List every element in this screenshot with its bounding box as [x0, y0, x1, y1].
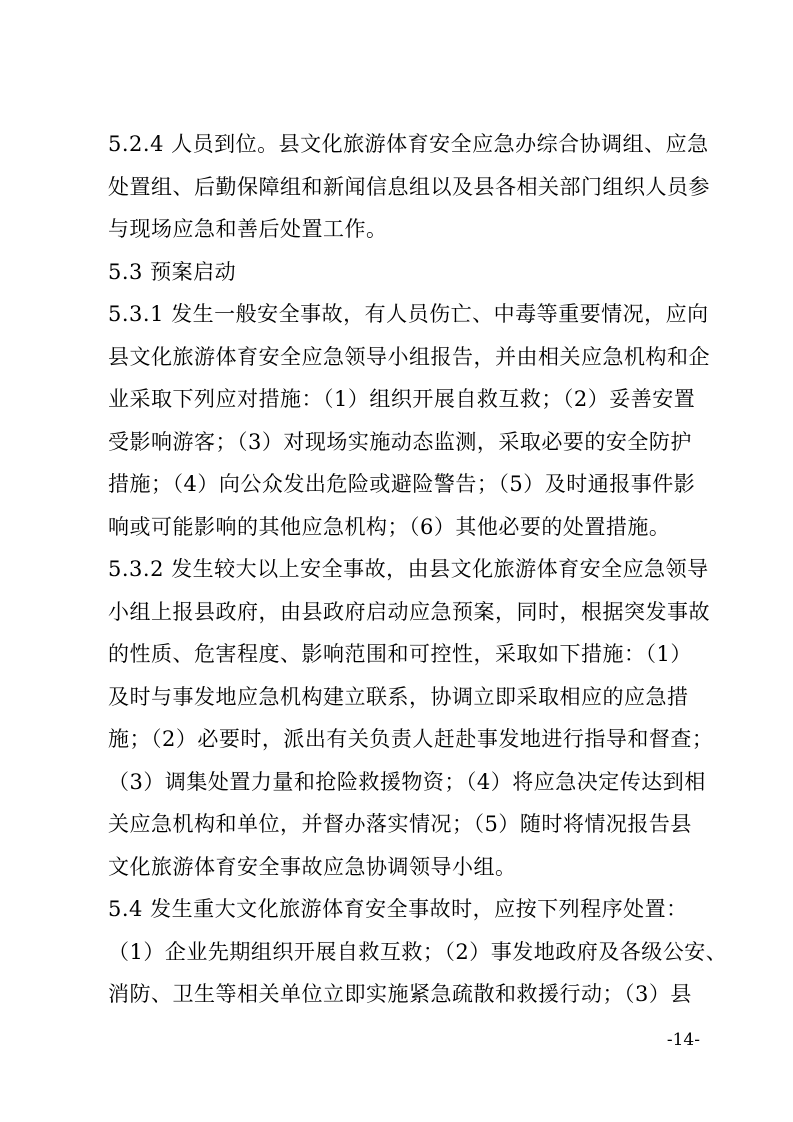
- section-heading: 5.3 预案启动: [108, 260, 237, 284]
- page-number: -14-: [666, 1030, 700, 1050]
- text-line: 受影响游客；（3）对现场实施动态监测，采取必要的安全防护: [108, 430, 692, 454]
- text-line: （1）企业先期组织开展自救互救；（2）事发地政府及各级公安、: [108, 940, 728, 964]
- text-line: 县文化旅游体育安全应急领导小组报告，并由相关应急机构和企: [108, 345, 710, 369]
- text-line: 处置组、后勤保障组和新闻信息组以及县各相关部门组织人员参: [108, 175, 710, 199]
- text-line: 5.4 发生重大文化旅游体育安全事故时，应按下列程序处置：: [108, 897, 688, 921]
- text-line: 关应急机构和单位，并督办落实情况；（5）随时将情况报告县: [108, 812, 692, 836]
- text-line: 5.3.1 发生一般安全事故，有人员伤亡、中毒等重要情况，应向: [108, 302, 709, 326]
- text-line: 与现场应急和善后处置工作。: [108, 217, 388, 241]
- text-line: 5.2.4 人员到位。县文化旅游体育安全应急办综合协调组、应急: [108, 132, 709, 156]
- text-line: 施；（2）必要时，派出有关负责人赶赴事发地进行指导和督查；: [108, 727, 714, 751]
- text-line: 业采取下列应对措施：（1）组织开展自救互救；（2）妥善安置: [108, 387, 696, 411]
- text-line: 消防、卫生等相关单位立即实施紧急疏散和救援行动；（3）县: [108, 982, 692, 1006]
- text-line: 响或可能影响的其他应急机构；（6）其他必要的处置措施。: [108, 515, 671, 539]
- text-line: 措施；（4）向公众发出危险或避险警告；（5）及时通报事件影: [108, 472, 696, 496]
- text-line: 小组上报县政府，由县政府启动应急预案，同时，根据突发事故: [108, 600, 710, 624]
- text-line: 文化旅游体育安全事故应急协调领导小组。: [108, 855, 517, 879]
- text-line: （3）调集处置力量和抢险救援物资；（4）将应急决定传达到相: [108, 770, 706, 794]
- text-line: 5.3.2 发生较大以上安全事故，由县文化旅游体育安全应急领导: [108, 557, 709, 581]
- text-line: 及时与事发地应急机构建立联系，协调立即采取相应的应急措: [108, 685, 689, 709]
- text-line: 的性质、危害程度、影响范围和可控性，采取如下措施：（1）: [108, 642, 692, 666]
